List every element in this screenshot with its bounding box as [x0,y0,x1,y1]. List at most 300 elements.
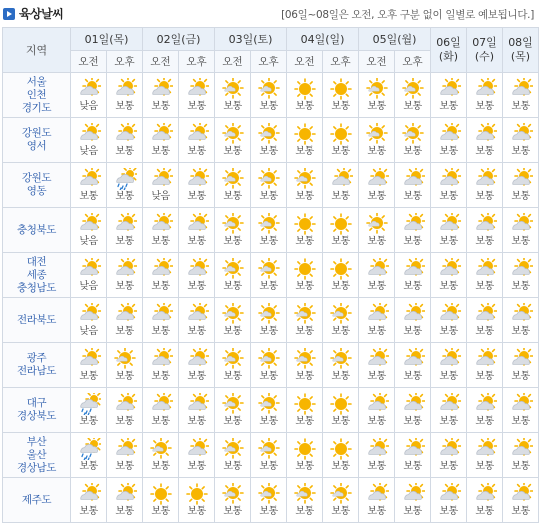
wave-level-label: 보통 [439,281,458,292]
sunny-icon [293,78,317,100]
wave-level-label: 보통 [295,506,314,517]
forecast-cell [431,478,467,523]
wave-level-label: 보통 [115,326,134,337]
forecast-cell [431,433,467,478]
forecast-cell [323,73,359,118]
wave-level-label: 보통 [403,281,422,292]
partly-cloudy-icon [77,78,101,100]
wave-level-label: 보통 [475,461,494,472]
sunny-cloud-icon [257,123,281,145]
wave-level-label: 보통 [331,236,350,247]
region-name-line: 강원도 [21,172,52,184]
forecast-cell [467,208,503,253]
forecast-cell [71,298,107,343]
partly-cloudy-icon [509,303,533,325]
partly-cloudy-icon [77,213,101,235]
forecast-cell [71,208,107,253]
wave-level-label: 보통 [79,416,98,427]
wave-level-label: 보통 [115,281,134,292]
forecast-cell [179,163,215,208]
forecast-cell [215,208,251,253]
weather-item [215,393,250,427]
forecast-cell [179,343,215,388]
wave-level-label: 보통 [511,371,530,382]
weather-item [71,258,106,292]
wave-level-label: 낮음 [151,191,170,202]
pm-header: 오후 [179,51,215,73]
sunny-icon [293,258,317,280]
forecast-cell [395,343,431,388]
wave-level-label: 낮음 [79,326,98,337]
day-header-08 [503,28,539,73]
wave-level-label: 보통 [259,416,278,427]
partly-cloudy-icon [509,483,533,505]
wave-level-label: 보통 [187,506,206,517]
weather-item [287,393,322,427]
forecast-cell [143,208,179,253]
wave-level-label: 보통 [367,236,386,247]
wave-level-label: 보통 [475,101,494,112]
wave-level-label: 보통 [115,101,134,112]
sunny-cloud-icon [401,123,425,145]
title-arrow-icon [3,8,15,20]
wave-level-label: 보통 [475,281,494,292]
weather-item [107,483,142,517]
weather-item [71,483,106,517]
pm-header: 오후 [107,51,143,73]
wave-level-label: 보통 [475,326,494,337]
sunny-icon [293,393,317,415]
weather-item [503,78,538,112]
pm-header: 오후 [251,51,287,73]
sunny-icon [185,483,209,505]
forecast-cell [215,343,251,388]
partly-cloudy-icon [365,483,389,505]
wave-level-label: 보통 [403,101,422,112]
forecast-cell [71,118,107,163]
wave-level-label: 보통 [511,281,530,292]
sunny-cloud-icon [293,483,317,505]
wave-level-label: 보통 [403,326,422,337]
partly-cloudy-icon [473,393,497,415]
cloud-rain-icon [77,438,101,460]
sunny-cloud-icon [149,438,173,460]
forecast-note: [06일~08일은 오전, 오후 구분 없이 일별로 예보됩니다.] [281,9,534,21]
sunny-icon [329,393,353,415]
weather-item [143,168,178,202]
weather-item [503,483,538,517]
partly-cloudy-icon [509,78,533,100]
wave-level-label: 보통 [259,101,278,112]
wave-level-label: 보통 [259,281,278,292]
forecast-cell [431,73,467,118]
sunny-cloud-icon [221,393,245,415]
partly-cloudy-icon [113,123,137,145]
wave-level-label: 보통 [439,506,458,517]
partly-cloudy-icon [113,303,137,325]
forecast-cell [179,388,215,433]
forecast-cell [287,388,323,433]
partly-cloudy-icon [401,213,425,235]
region-name-line: 세종 [26,268,47,281]
weather-item [143,78,178,112]
wave-level-label: 보통 [367,326,386,337]
forecast-cell [215,163,251,208]
weather-item [503,168,538,202]
forecast-cell [395,298,431,343]
wave-level-label: 보통 [223,326,242,337]
day-header-row [3,28,539,51]
sunny-icon [329,78,353,100]
wave-level-label: 보통 [331,281,350,292]
wave-level-label: 보통 [295,146,314,157]
partly-cloudy-icon [401,483,425,505]
am-header: 오전 [287,51,323,73]
weather-item [359,348,394,382]
forecast-cell [359,343,395,388]
partly-cloudy-icon [473,123,497,145]
day-07-weekday: (수) [474,50,495,63]
forecast-cell [71,73,107,118]
weather-item [251,123,286,157]
forecast-cell [71,478,107,523]
sunny-cloud-icon [365,78,389,100]
forecast-cell [71,433,107,478]
partly-cloudy-icon [149,348,173,370]
wave-level-label: 낮음 [79,101,98,112]
forecast-cell [71,388,107,433]
weather-item [323,438,358,472]
wave-level-label: 보통 [115,461,134,472]
weather-item [143,438,178,472]
forecast-cell [179,118,215,163]
wave-level-label: 보통 [475,236,494,247]
partly-cloudy-icon [401,348,425,370]
weather-item [251,78,286,112]
weather-item [251,438,286,472]
weather-item [251,393,286,427]
sunny-cloud-icon [257,348,281,370]
wave-level-label: 보통 [259,326,278,337]
weather-item [359,483,394,517]
forecast-cell [359,118,395,163]
am-header: 오전 [359,51,395,73]
partly-cloudy-icon [149,123,173,145]
weather-item [215,213,250,247]
wave-level-label: 보통 [151,236,170,247]
wave-level-label: 보통 [511,326,530,337]
forecast-cell [467,73,503,118]
partly-cloudy-icon [77,258,101,280]
weather-item [431,348,466,382]
wave-level-label: 보통 [475,146,494,157]
weather-item [179,483,214,517]
wave-level-label: 낮음 [79,146,98,157]
wave-level-label: 보통 [295,191,314,202]
weather-item [287,258,322,292]
day-06-date: 06일 [436,36,461,49]
partly-cloudy-icon [113,483,137,505]
forecast-cell [323,118,359,163]
sunny-cloud-icon [257,213,281,235]
partly-cloudy-icon [185,123,209,145]
forecast-cell [467,343,503,388]
wave-level-label: 보통 [295,101,314,112]
day-header-05: 05일(월) [359,28,431,51]
partly-cloudy-icon [437,168,461,190]
wave-level-label: 보통 [187,326,206,337]
partly-cloudy-icon [149,393,173,415]
wave-level-label: 보통 [223,371,242,382]
forecast-cell [143,163,179,208]
forecast-cell [359,298,395,343]
wave-level-label: 보통 [331,416,350,427]
weather-item [143,303,178,337]
weather-item [143,348,178,382]
forecast-cell [287,433,323,478]
weather-item [395,348,430,382]
partly-cloudy-icon [437,483,461,505]
sunny-cloud-icon [221,258,245,280]
forecast-cell [287,73,323,118]
forecast-cell [395,433,431,478]
region-name-line: 울산 [26,448,47,461]
top-bar [0,0,540,24]
sunny-icon [293,438,317,460]
sunny-cloud-icon [401,78,425,100]
wave-level-label: 보통 [331,191,350,202]
weather-item [71,168,106,202]
weather-item [323,123,358,157]
weather-item [503,258,538,292]
weather-item [179,168,214,202]
partly-cloudy-icon [509,213,533,235]
wave-level-label: 보통 [439,236,458,247]
wave-level-label: 보통 [187,281,206,292]
weather-item [431,78,466,112]
forecast-cell [143,118,179,163]
forecast-cell [431,388,467,433]
wave-level-label: 보통 [151,326,170,337]
weather-item [467,303,502,337]
partly-cloudy-icon [113,78,137,100]
forecast-cell [359,163,395,208]
day-header-01: 01일(목) [71,28,143,51]
weather-item [107,393,142,427]
wave-level-label: 보통 [187,416,206,427]
weather-item [251,258,286,292]
weather-item [107,303,142,337]
forecast-cell [71,163,107,208]
wave-level-label: 보통 [295,236,314,247]
wave-level-label: 보통 [367,371,386,382]
forecast-cell [503,118,539,163]
weather-item [323,348,358,382]
forecast-cell [467,253,503,298]
wave-level-label: 보통 [439,191,458,202]
sunny-cloud-icon [113,348,137,370]
forecast-cell [323,298,359,343]
region-cell [3,388,71,433]
wave-level-label: 보통 [439,101,458,112]
weather-item [287,78,322,112]
forecast-cell [431,208,467,253]
wave-level-label: 보통 [403,416,422,427]
forecast-cell [143,388,179,433]
forecast-cell [215,253,251,298]
wave-level-label: 보통 [259,191,278,202]
wave-level-label: 보통 [223,416,242,427]
forecast-cell [359,73,395,118]
sunny-cloud-icon [365,123,389,145]
forecast-cell [467,478,503,523]
forecast-cell [251,208,287,253]
forecast-cell [179,298,215,343]
sunny-cloud-icon [221,168,245,190]
wave-level-label: 보통 [187,236,206,247]
weather-item [107,168,142,202]
pm-header: 오후 [395,51,431,73]
partly-cloudy-icon [473,303,497,325]
weather-item [215,78,250,112]
sunny-cloud-icon [257,303,281,325]
weather-item [179,78,214,112]
region-name-line: 충청남도 [17,281,56,294]
weather-item [467,78,502,112]
weather-item [503,213,538,247]
wave-level-label: 보통 [79,506,98,517]
region-name-line: 강원도 [21,127,52,139]
partly-cloudy-icon [365,303,389,325]
forecast-cell [143,433,179,478]
forecast-cell [143,298,179,343]
wave-level-label: 보통 [511,101,530,112]
wave-level-label: 보통 [259,506,278,517]
forecast-cell [323,208,359,253]
partly-cloudy-icon [77,123,101,145]
forecast-cell [359,208,395,253]
wave-level-label: 보통 [151,506,170,517]
wave-level-label: 보통 [511,191,530,202]
weather-item [107,258,142,292]
pm-header: 오후 [323,51,359,73]
forecast-cell [323,343,359,388]
forecast-cell [251,118,287,163]
forecast-cell [251,163,287,208]
forecast-cell [287,478,323,523]
weather-item [467,258,502,292]
forecast-cell [107,253,143,298]
sunny-icon [149,483,173,505]
wave-level-label: 보통 [331,101,350,112]
weather-item [251,348,286,382]
weather-item [179,303,214,337]
forecast-cell [215,298,251,343]
weather-item [431,123,466,157]
wave-level-label: 보통 [367,191,386,202]
sunny-cloud-icon [221,78,245,100]
partly-cloudy-icon [401,258,425,280]
forecast-cell [107,343,143,388]
weather-item [179,348,214,382]
wave-level-label: 보통 [367,461,386,472]
forecast-cell [359,253,395,298]
region-name-line: 인천 [26,88,47,101]
sunny-cloud-icon [257,483,281,505]
sunny-cloud-icon [221,348,245,370]
forecast-cell [251,73,287,118]
forecast-cell [503,253,539,298]
table-row [3,73,539,118]
wave-level-label: 보통 [223,461,242,472]
weather-item [467,483,502,517]
region-name-line: 충청북도 [17,223,56,236]
wave-level-label: 보통 [115,416,134,427]
forecast-cell [107,73,143,118]
day-06-weekday: (화) [438,50,459,63]
weather-item [179,123,214,157]
forecast-cell [503,73,539,118]
weather-item [215,168,250,202]
region-name-line: 전라북도 [17,313,56,326]
weather-item [395,438,430,472]
forecast-cell [215,388,251,433]
sunny-cloud-icon [293,303,317,325]
forecast-cell [395,208,431,253]
partly-cloudy-icon [437,438,461,460]
forecast-cell [143,478,179,523]
wave-level-label: 보통 [511,506,530,517]
forecast-cell [107,163,143,208]
weather-item [323,213,358,247]
wave-level-label: 보통 [79,461,98,472]
wave-level-label: 보통 [151,371,170,382]
sunny-cloud-icon [221,213,245,235]
forecast-cell [251,388,287,433]
forecast-cell [323,253,359,298]
partly-cloudy-icon [149,258,173,280]
wave-level-label: 보통 [151,281,170,292]
wave-level-label: 보통 [79,191,98,202]
sunny-cloud-icon [329,348,353,370]
weather-item [107,213,142,247]
forecast-cell [179,253,215,298]
forecast-cell [251,253,287,298]
weather-item [359,168,394,202]
partly-cloudy-icon [401,168,425,190]
cloud-rain-icon [77,393,101,415]
forecast-cell [179,433,215,478]
day-header-02: 02일(금) [143,28,215,51]
weather-item [503,348,538,382]
wave-level-label: 보통 [511,236,530,247]
forecast-cell [179,208,215,253]
weather-item [395,393,430,427]
forecast-cell [107,208,143,253]
partly-cloudy-icon [149,168,173,190]
sunny-cloud-icon [257,78,281,100]
weather-item [251,168,286,202]
table-row [3,478,539,523]
partly-cloudy-icon [473,78,497,100]
weather-item [431,213,466,247]
forecast-cell [107,433,143,478]
wave-level-label: 보통 [475,371,494,382]
partly-cloudy-icon [473,438,497,460]
sunny-cloud-icon [293,168,317,190]
partly-cloudy-icon [509,123,533,145]
partly-cloudy-icon [185,78,209,100]
